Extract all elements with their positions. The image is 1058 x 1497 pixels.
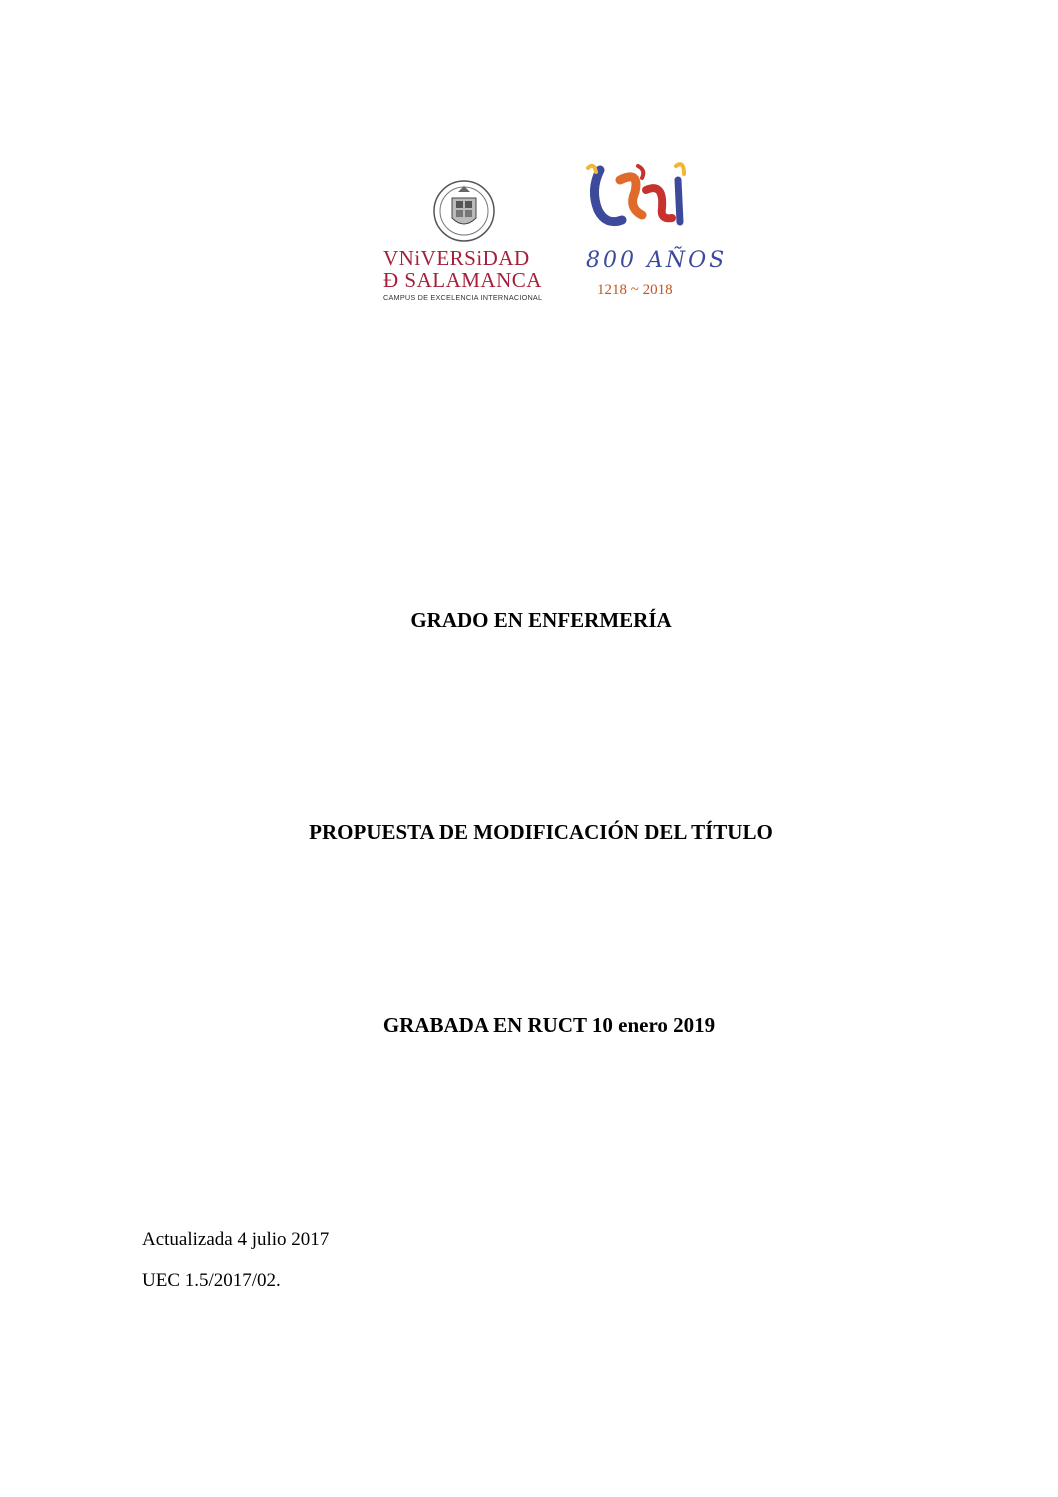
updated-date: Actualizada 4 julio 2017 xyxy=(142,1229,330,1250)
degree-title: GRADO EN ENFERMERÍA xyxy=(410,608,672,632)
university-name-line2: Ð SALAMANCA xyxy=(383,268,542,292)
university-name-line1: VNiVERSiDAD xyxy=(383,246,530,270)
recorded-title: GRABADA EN RUCT 10 enero 2019 xyxy=(382,1013,716,1037)
anniversary-logo xyxy=(580,160,728,304)
university-seal-icon xyxy=(432,178,496,244)
anniversary-years: 1218 ~ 2018 xyxy=(597,282,673,298)
university-logo xyxy=(380,178,550,304)
reference-code: UEC 1.5/2017/02. xyxy=(142,1270,281,1291)
university-subtitle: CAMPUS DE EXCELENCIA INTERNACIONAL xyxy=(383,293,543,302)
anniversary-label: 800 AÑOS xyxy=(586,248,728,273)
usal-brush-icon xyxy=(580,160,700,250)
proposal-title: PROPUESTA DE MODIFICACIÓN DEL TÍTULO xyxy=(309,820,773,844)
